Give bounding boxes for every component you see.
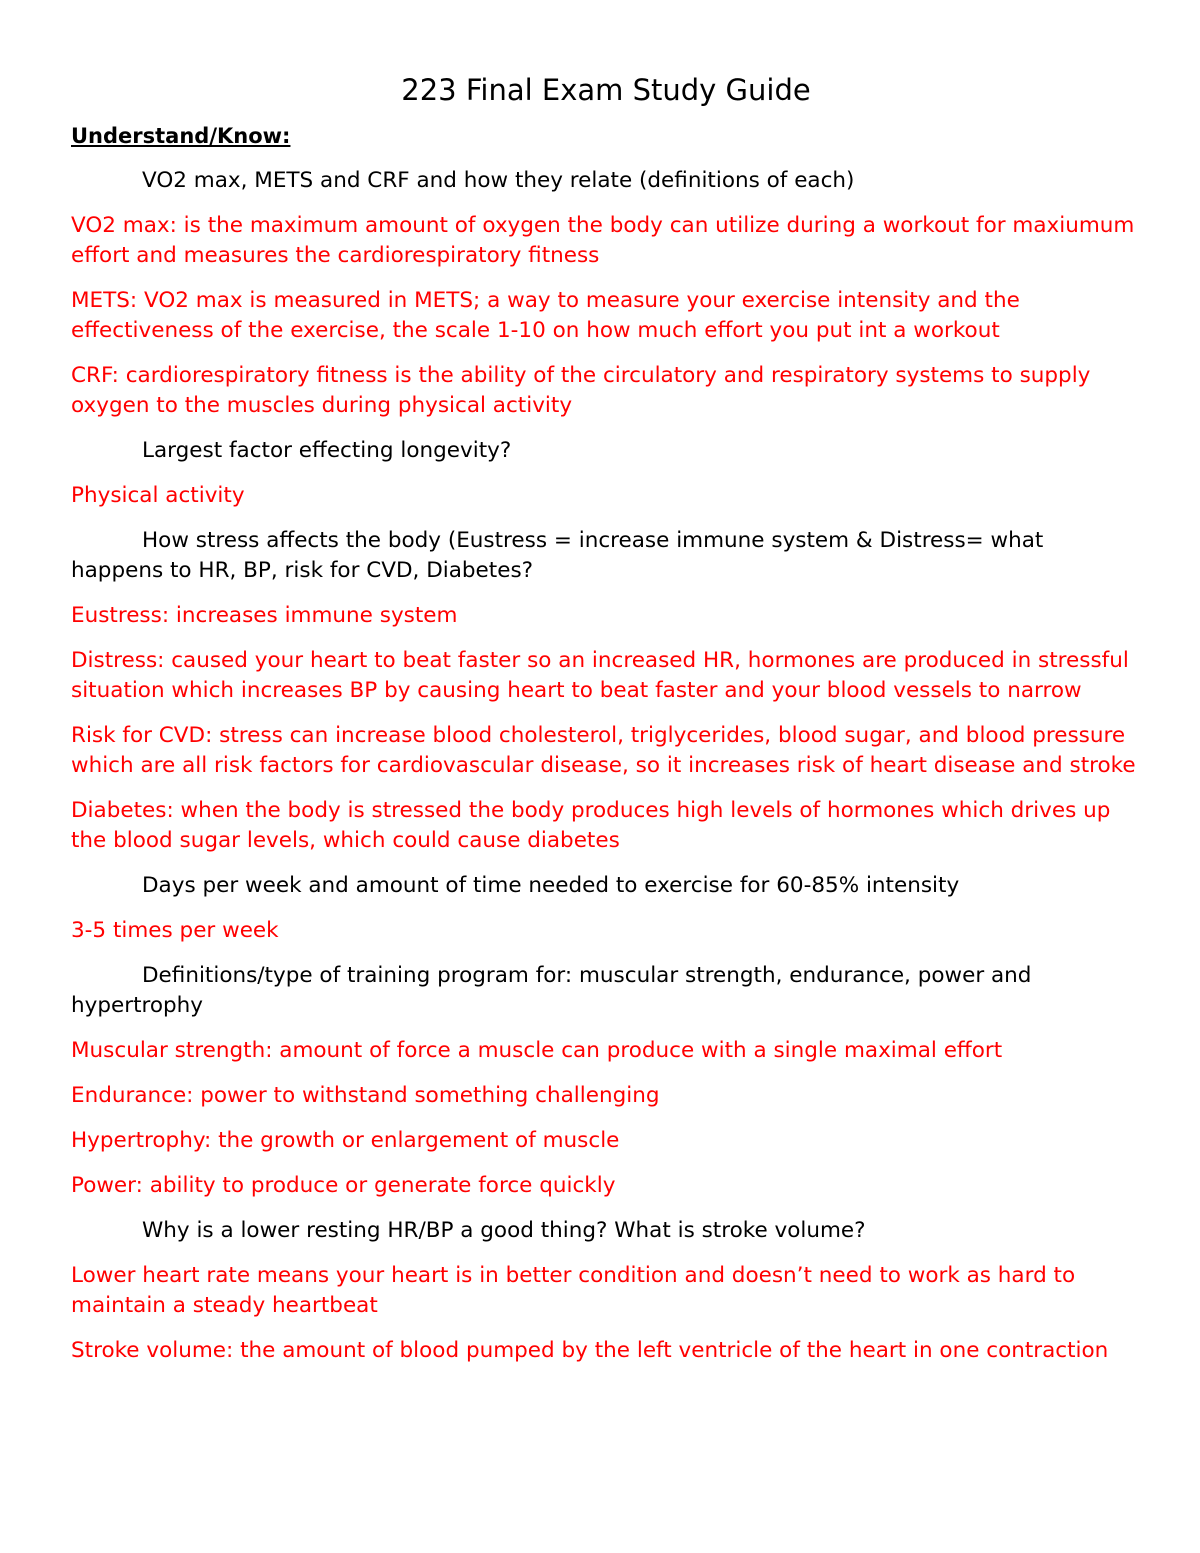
answer-paragraph: Distress: caused your heart to beat faster so an increased HR, hormones are produced in stressful situation which increases BP by causing heart to beat faster and your blood vessels to narrow (71, 648, 1129, 703)
document-title: 223 Final Exam Study Guide (401, 73, 811, 107)
answer-paragraph: Risk for CVD: stress can increase blood cholesterol, triglycerides, blood sugar, and blood pressure which are all risk factors for cardiovascular disease, so it increases risk of heart disease and stroke (71, 723, 1136, 778)
answer-paragraph: Muscular strength: amount of force a muscle can produce with a single maximal effort (71, 1038, 1003, 1063)
answer-paragraph: Physical activity (71, 483, 245, 508)
answer-paragraph: Lower heart rate means your heart is in better condition and doesn’t need to work as hard to maintain a steady heartbeat (71, 1263, 1076, 1318)
section-heading: Understand/Know: (71, 124, 291, 148)
answer-paragraph: Eustress: increases immune system (71, 603, 458, 628)
answer-paragraph: VO2 max: is the maximum amount of oxygen the body can utilize during a workout for maxiumum effort and measures the cardiorespiratory fitness (71, 213, 1135, 268)
question-paragraph: VO2 max, METS and CRF and how they relate (definitions of each) (142, 168, 855, 193)
answer-paragraph: Stroke volume: the amount of blood pumped by the left ventricle of the heart in one contraction (71, 1338, 1109, 1363)
question-paragraph: Largest factor effecting longevity? (142, 438, 512, 463)
answer-paragraph: Power: ability to produce or generate force quickly (71, 1173, 616, 1198)
answer-paragraph: Diabetes: when the body is stressed the body produces high levels of hormones which drives up the blood sugar levels, which could cause diabetes (71, 798, 1111, 853)
answer-paragraph: METS: VO2 max is measured in METS; a way to measure your exercise intensity and the effectiveness of the exercise, the scale 1-10 on how much effort you put int a workout (71, 288, 1020, 343)
question-paragraph: Days per week and amount of time needed to exercise for 60-85% intensity (142, 873, 960, 898)
answer-paragraph: CRF: cardiorespiratory fitness is the ability of the circulatory and respiratory systems to supply oxygen to the muscles during physical activity (71, 363, 1091, 418)
question-paragraph: Why is a lower resting HR/BP a good thing? What is stroke volume? (142, 1218, 866, 1243)
question-paragraph: Definitions/type of training program for: muscular strength, endurance, power and hypertrophy (71, 963, 1032, 1018)
answer-paragraph: Hypertrophy: the growth or enlargement of muscle (71, 1128, 620, 1153)
answer-paragraph: Endurance: power to withstand something challenging (71, 1083, 660, 1108)
document-page (71, 70, 1141, 1381)
answer-paragraph: 3-5 times per week (71, 918, 279, 943)
question-paragraph: How stress affects the body (Eustress = increase immune system & Distress= what happens to HR, BP, risk for CVD, Diabetes? (71, 528, 1044, 583)
